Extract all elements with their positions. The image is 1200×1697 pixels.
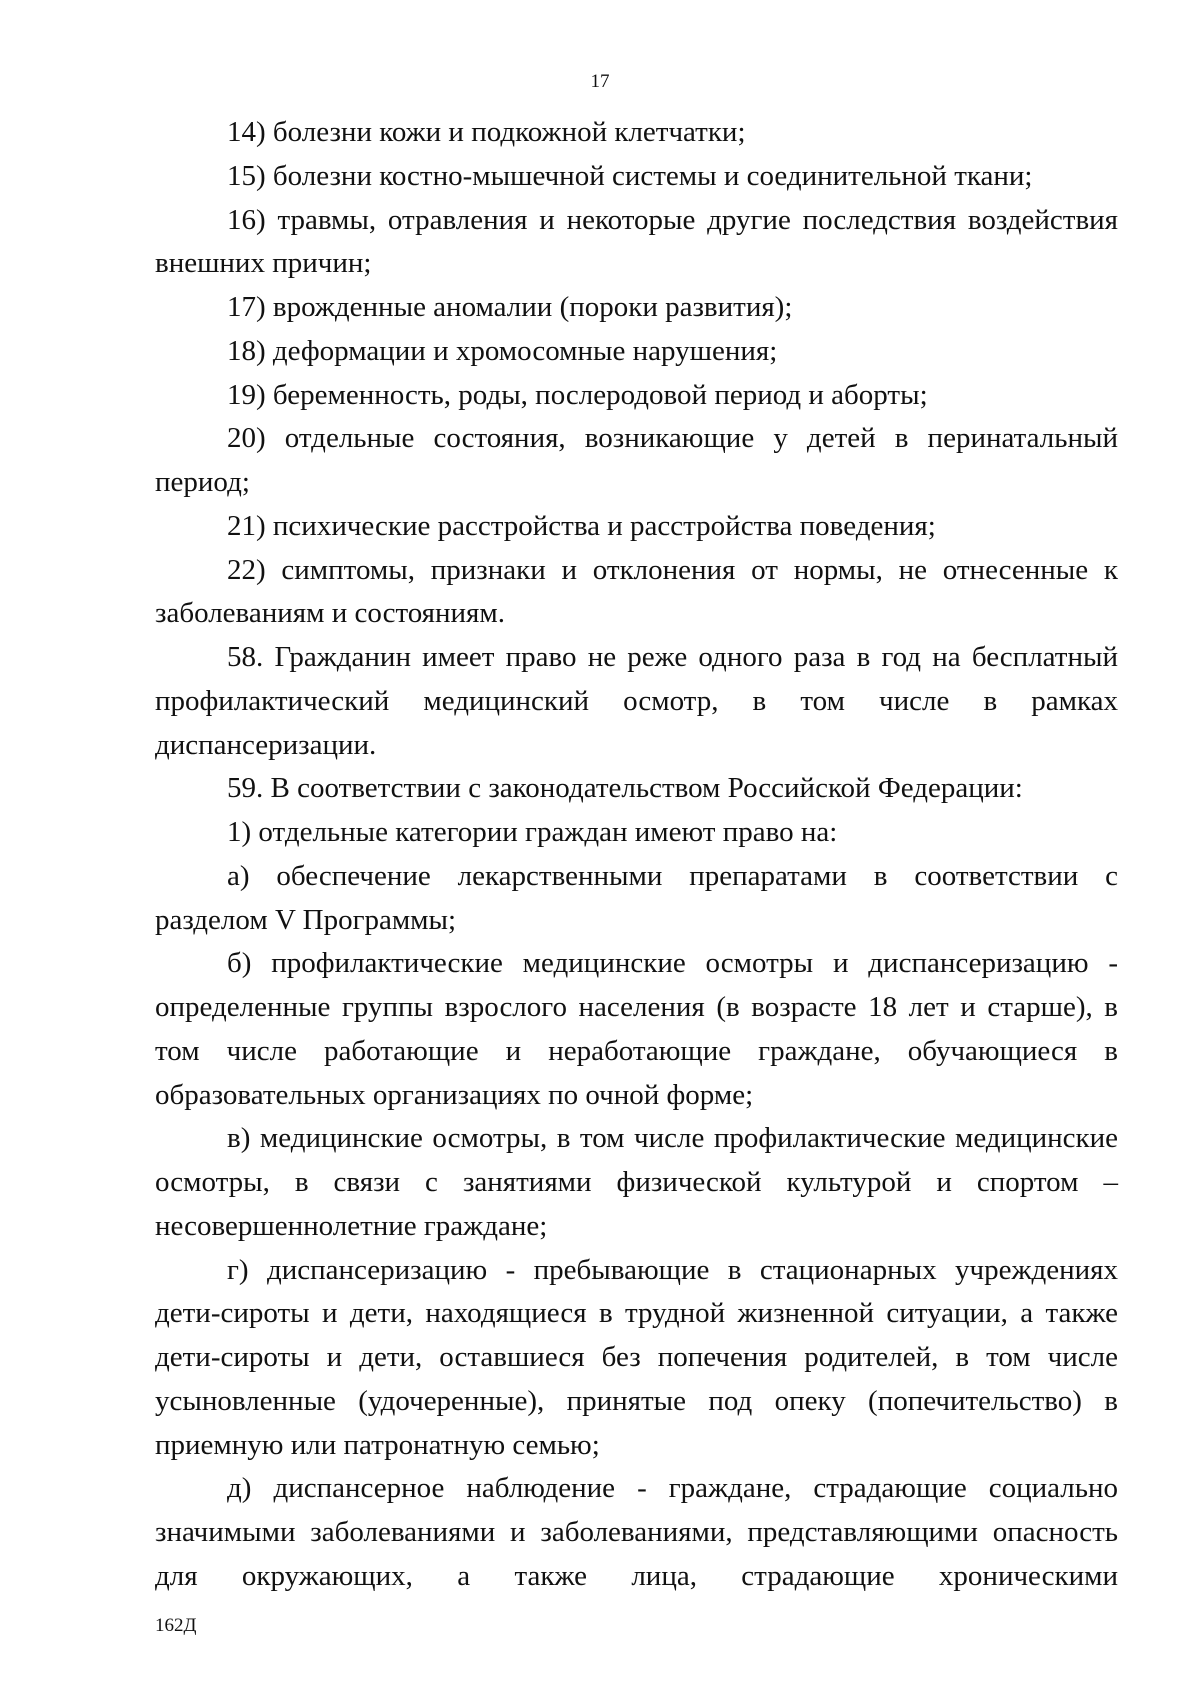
list-item-14: 14) болезни кожи и подкожной клетчатки; xyxy=(227,116,746,148)
list-item-16: 16) травмы, отравления и некоторые другие последствия воздействия внешних причин; xyxy=(155,203,1118,280)
subitem-d: д) диспансерное наблюдение - граждане, страдающие социально значимыми заболеваниями и заболеваниями, представляющими опасность для окружающих, а также лица, страдающие хроническими xyxy=(155,1472,1118,1592)
clause-59-item-1: 1) отдельные категории граждан имеют право на: xyxy=(227,816,838,848)
subitem-b: б) профилактические медицинские осмотры и диспансеризацию - определенные группы взрослого населения (в возрасте 18 лет и старше), в том числе работающие и неработающие граждане, обучающиеся в образовательных организациях по очной форме; xyxy=(155,947,1118,1111)
clause-59: 59. В соответствии с законодательством Российской Федерации: xyxy=(227,772,1023,805)
list-item-19: 19) беременность, роды, послеродовой период и аборты; xyxy=(227,378,928,411)
page-number: 17 xyxy=(590,71,610,92)
subitem-g: г) диспансеризацию - пребывающие в стационарных учреждениях дети-сироты и дети, находящиеся в трудной жизненной ситуации, а также дети-сироты и дети, оставшиеся без попечения родителей, в том числе усыновленные (удочеренные), принятые под опеку (попечительство) в приемную или патронатную семью; xyxy=(155,1253,1118,1461)
list-item-15: 15) болезни костно-мышечной системы и соединительной ткани; xyxy=(227,159,1033,192)
list-item-17: 17) врожденные аномалии (пороки развития); xyxy=(227,291,793,323)
document-code: 162Д xyxy=(155,1615,197,1636)
subitem-a: а) обеспечение лекарственными препаратами в соответствии с разделом V Программы; xyxy=(155,859,1118,936)
list-item-18: 18) деформации и хромосомные нарушения; xyxy=(227,334,778,367)
document-body xyxy=(155,111,1118,1599)
list-item-22: 22) симптомы, признаки и отклонения от нормы, не отнесенные к заболеваниям и состояниям. xyxy=(155,553,1118,630)
list-item-21: 21) психические расстройства и расстройства поведения; xyxy=(227,509,936,542)
clause-58: 58. Гражданин имеет право не реже одного раза в год на бесплатный профилактический медицинский осмотр, в том числе в рамках диспансеризации. xyxy=(155,641,1118,761)
list-item-20: 20) отдельные состояния, возникающие у детей в перинатальный период; xyxy=(155,422,1118,498)
subitem-v: в) медицинские осмотры, в том числе профилактические медицинские осмотры, в связи с занятиями физической культурой и спортом – несовершеннолетние граждане; xyxy=(155,1122,1118,1242)
